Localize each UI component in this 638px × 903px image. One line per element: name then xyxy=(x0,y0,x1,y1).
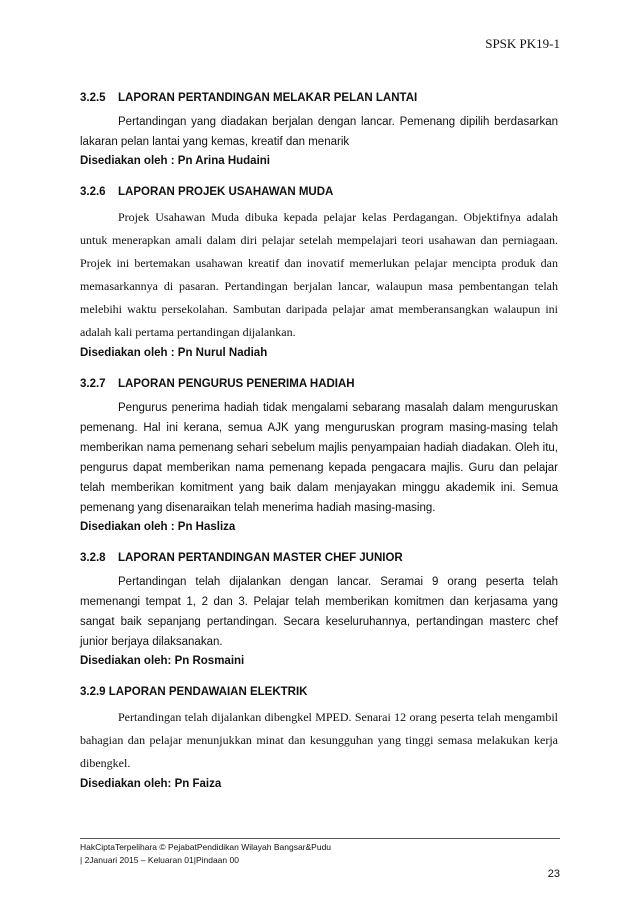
section-body: Projek Usahawan Muda dibuka kepada pelajar kelas Perdagangan. Objektifnya adalah untuk menerapkan amali dalam diri pelajar setelah mempelajari teori usahawan dan perniagaan. Projek ini bertemakan usahawan kreatif dan inovatif memerlukan pelajar mencipta produk dan memasarkannya di pasaran. Pertandingan berjalan lancar, walaupun masa pembentangan telah melebihi waktu persekolahan. Sambutan daripada pelajar amat memberansangkan walaupun ini adalah kali pertama pertandingan dijalankan. xyxy=(80,210,558,339)
section-body: Pertandingan telah dijalankan dibengkel MPED. Senarai 12 orang peserta telah mengambil bahagian dan pelajar menunjukkan minat dan kesungguhan yang tinggi semasa melakukan kerja dibengkel. xyxy=(80,710,558,770)
section-title: LAPORAN PROJEK USAHAWAN MUDA xyxy=(118,186,334,198)
section-3-2-7 xyxy=(80,378,558,536)
section-3-2-9 xyxy=(80,686,558,793)
prepared-by: Disediakan oleh: Pn Faiza xyxy=(80,778,222,790)
section-number: 3.2.5 xyxy=(80,92,106,104)
prepared-by: Disediakan oleh : Pn Arina Hudaini xyxy=(80,155,270,167)
prepared-by: Disediakan oleh: Pn Rosmaini xyxy=(80,655,245,667)
section-title: LAPORAN PERTANDINGAN MELAKAR PELAN LANTAI xyxy=(118,92,418,104)
footer-copyright: HakCiptaTerpelihara © PejabatPendidikan Wilayah Bangsar&Pudu xyxy=(80,842,332,852)
prepared-by: Disediakan oleh : Pn Hasliza xyxy=(80,521,236,533)
section-heading xyxy=(80,686,558,698)
section-3-2-6 xyxy=(80,186,558,362)
section-title: LAPORAN PENGURUS PENERIMA HADIAH xyxy=(118,378,355,390)
section-body: Pengurus penerima hadiah tidak mengalami sebarang masalah dalam menguruskan pemenang. Hal ini kerana, semua AJK yang menguruskan program masing-masing telah memberikan nama pemenang sehari sebelum majlis penyampaian hadiah diadakan. Oleh itu, pengurus dapat memberikan nama pemenang kepada pengacara majlis. Guru dan pelajar telah memberikan komitment yang baik dalam menjayakan minggu akademik ini. Semua pemenang yang disenaraikan telah menerima hadiah masing-masing. xyxy=(80,402,558,514)
section-number: 3.2.9 xyxy=(80,686,106,698)
section-3-2-5 xyxy=(80,92,558,170)
section-title: LAPORAN PERTANDINGAN MASTER CHEF JUNIOR xyxy=(118,552,403,564)
section-number: 3.2.6 xyxy=(80,186,106,198)
section-body: Pertandingan telah dijalankan dengan lancar. Seramai 9 orang peserta telah memenangi tempat 1, 2 dan 3. Pelajar telah memberikan komitmen dan kerjasama yang sangat baik sepanjang pertandingan. Secara keseluruhannya, pertandingan masterc chef junior berjaya dilaksanakan. xyxy=(80,576,558,648)
section-body: Pertandingan yang diadakan berjalan dengan lancar. Pemenang dipilih berdasarkan lakaran pelan lantai yang kemas, kreatif dan menarik xyxy=(80,116,558,148)
section-heading xyxy=(80,552,558,564)
section-number: 3.2.8 xyxy=(80,552,106,564)
page-number: 23 xyxy=(547,868,560,880)
footer-divider xyxy=(80,838,560,839)
section-number: 3.2.7 xyxy=(80,378,106,390)
section-3-2-8 xyxy=(80,552,558,670)
section-heading xyxy=(80,186,558,198)
report-content xyxy=(80,92,558,805)
section-heading xyxy=(80,92,558,104)
document-code: SPSK PK19-1 xyxy=(485,36,560,51)
prepared-by: Disediakan oleh : Pn Nurul Nadiah xyxy=(80,347,268,359)
section-heading xyxy=(80,378,558,390)
footer-revision: | 2Januari 2015 – Keluaran 01|Pindaan 00 xyxy=(80,855,239,865)
section-title: LAPORAN PENDAWAIAN ELEKTRIK xyxy=(108,686,308,698)
